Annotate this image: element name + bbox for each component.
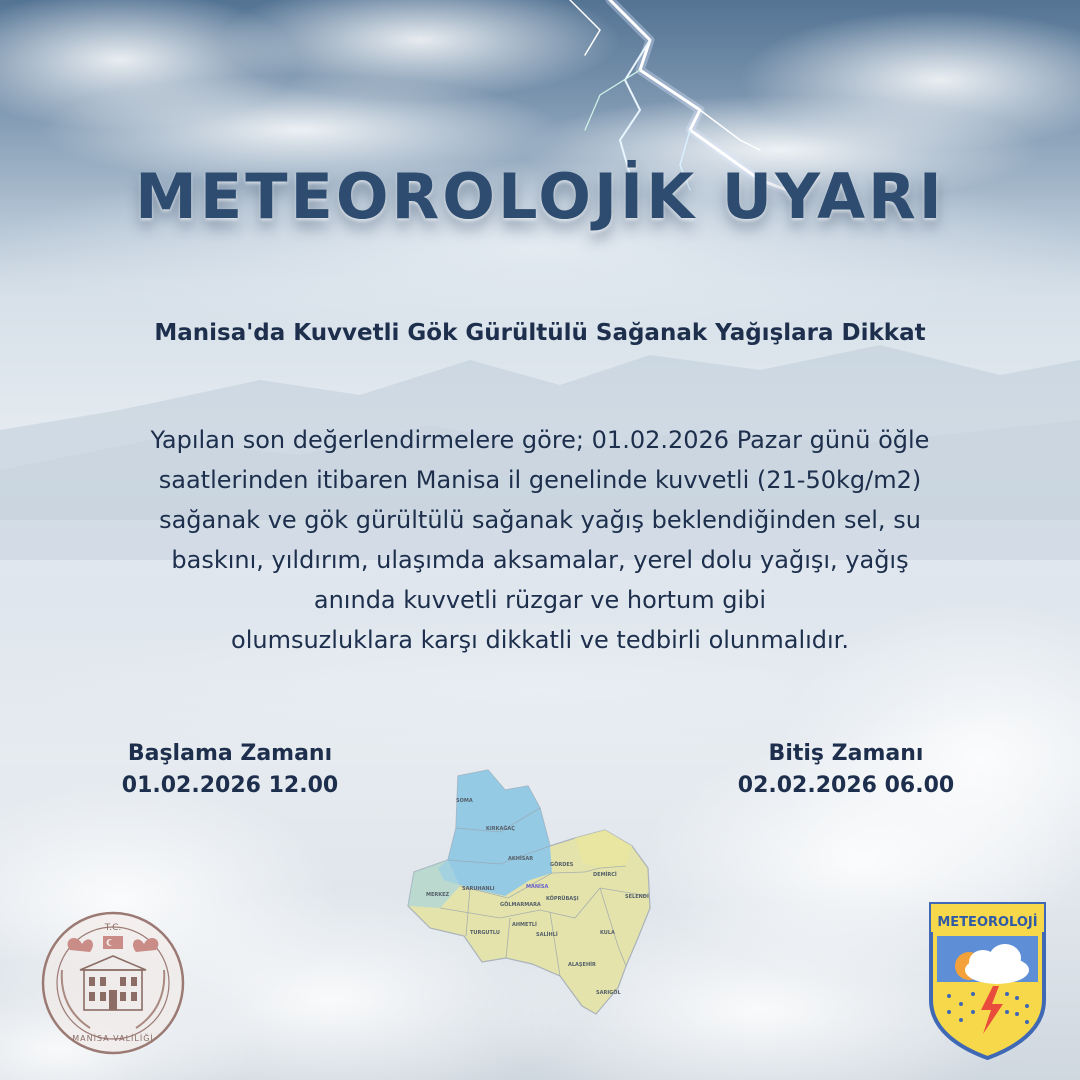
page-title: METEOROLOJİK UYARI [135,160,945,233]
map-label: SELENDİ [625,894,649,900]
start-time-label: Başlama Zamanı [127,741,333,766]
map-label: GÖLMARMARA [500,902,541,908]
warning-body [70,420,1010,660]
seal-bottom-text: MANİSA VALİLİĞİ [72,1034,154,1043]
end-time-label: Bitiş Zamanı [768,741,924,766]
body-line: baskını, yıldırım, ulaşımda aksamalar, yerel dolu yağışı, yağış [171,546,909,574]
map-label: ALAŞEHİR [568,962,596,968]
map-label: MANİSA [526,884,549,890]
body-line: anında kuvvetli rüzgar ve hortum gibi [313,586,767,614]
map-label: AKHİSAR [508,856,534,862]
map-label: KULA [600,930,615,936]
body-line: sağanak ve gök gürültülü sağanak yağış beklendiğinden sel, su [159,506,921,534]
end-time-block [686,738,1006,802]
seal-top-text: T.C. [104,923,122,933]
manisa-governorship-seal [40,910,186,1056]
start-time-block [70,738,390,802]
map-label: KIRKAĞAÇ [486,826,515,832]
map-label: SARUHANLI [462,886,495,892]
map-label: KÖPRÜBAŞI [546,896,579,902]
map-label: SARIGÖL [596,990,621,996]
map-label: MERKEZ [426,892,450,898]
body-line: Yapılan son değerlendirmelere göre; 01.02.2026 Pazar günü öğle [150,426,930,454]
map-label: DEMİRCİ [593,872,617,878]
map-label: SALİHLİ [536,932,558,938]
map-label: GÖRDES [550,862,574,868]
meteoroloji-logo [925,900,1050,1060]
subtitle: Manisa'da Kuvvetli Gök Gürültülü Sağanak Yağışlara Dikkat [154,320,926,346]
start-time-value: 01.02.2026 12.00 [121,773,339,798]
logo-text: METEOROLOJİ [937,915,1038,930]
body-line: saatlerinden itibaren Manisa il genelinde kuvvetli (21-50kg/m2) [158,466,922,494]
map-label: AHMETLİ [512,922,537,928]
map-label: TURGUTLU [470,930,500,936]
end-time-value: 02.02.2026 06.00 [737,773,955,798]
manisa-province-map [400,768,670,1018]
body-line: olumsuzluklara karşı dikkatli ve tedbirli olunmalıdır. [231,626,849,654]
map-label: SOMA [456,798,473,804]
